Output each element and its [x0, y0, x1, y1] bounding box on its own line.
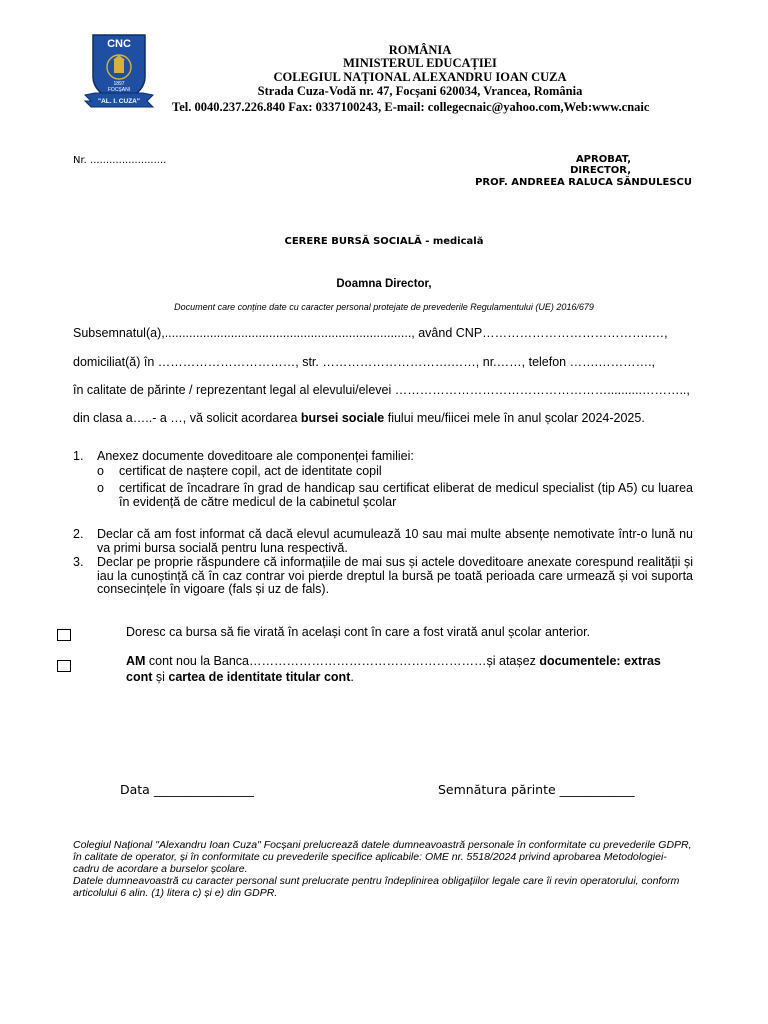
new-account-bank: cont nou la Banca…………………………………………………și atașez	[145, 654, 540, 668]
header-country: ROMÂNIA	[388, 43, 452, 57]
gdpr-notice: Document care conține date cu caracter personal protejate de prevederile Regulamentului (UE) 2016/679	[174, 302, 594, 312]
class-request-end: fiului meu/fiicei mele în anul școlar 2024-2025.	[384, 411, 645, 425]
list-number: 3.	[73, 555, 84, 569]
sub-list-item	[73, 465, 693, 481]
header-ministry: MINISTERUL EDUCAȚIEI	[343, 56, 497, 70]
gdpr-footer-p2: Datele dumneavoastră cu caracter personal sunt prelucrate pentru îndeplinirea obligațiilor legale care îi revin operatorului, conform articolului 6 alin. (1) litera c) și e) din GDPR.	[73, 875, 680, 899]
new-account-label	[126, 653, 686, 685]
gdpr-footer	[73, 839, 693, 899]
gdpr-footer-p1: Colegiul Național "Alexandru Ioan Cuza" Focșani prelucrează datele dumneavoastră personale în conformitate cu prevederile GDPR, în calitate de operator, și în conformitate cu prevederile specifice aplicabile: OME nr. 5518/2024 privind aprobarea Metodologiei-cadru de acordare a burselor școlare.	[73, 839, 692, 875]
sub-list-text: certificat de încadrare în grad de handicap sau certificat eliberat de medicul specialist (tip A5) cu luarea în evidență de către medicul de la cabinetul școlar	[119, 481, 693, 509]
header-contact: Tel. 0040.237.226.840 Fax: 0337100243, E-mail: collegecnaic@yahoo.com,Web:www.cnaic	[172, 100, 650, 114]
list-item	[73, 528, 693, 558]
approval-label: APROBAT,	[575, 154, 631, 165]
new-account-docs: documentele: extras cont	[126, 654, 661, 684]
field-applicant-cnp[interactable]: Subsemnatul(a),......................................................................., având CNP…………………………………..…,	[73, 326, 668, 340]
field-address-phone[interactable]: domiciliat(ă) în ……………………………, str. ………………………….……, nr.……, telefon …….………….,	[73, 355, 656, 369]
list-text: Declar pe proprie răspundere că informațiile de mai sus și actele doveditoare anexate corespund realității și iau la cunoștință că în caz contrar voi pierde dreptul la bursă pe toată perioada care urmează și voi suporta consecințele în vigoare (fals și uz de fals).	[97, 555, 693, 596]
scholarship-type: bursei sociale	[300, 411, 385, 425]
school-logo	[83, 33, 155, 109]
same-account-label: Doresc ca bursa să fie virată în același cont în care a fost virată anul școlar anterior.	[126, 625, 591, 639]
new-account-checkbox[interactable]	[57, 660, 71, 672]
list-text: Declar că am fost informat că dacă elevul acumulează 10 sau mai multe absențe nemotivate într-o lună nu va primi bursa socială pentru luna respectivă.	[97, 527, 693, 555]
header-address: Strada Cuza-Vodă nr. 47, Focșani 620034, Vrancea, România	[257, 84, 583, 98]
salutation: Doamna Director,	[336, 278, 432, 290]
list-number: 1.	[73, 449, 84, 463]
field-student-name[interactable]: în calitate de părinte / reprezentant legal al elevului/elevei ……………………………………………..........………..,	[73, 383, 690, 397]
registration-number: Nr. ........................	[73, 155, 167, 166]
bullet-icon: o	[97, 481, 104, 495]
list-number: 2.	[73, 527, 84, 541]
header-school: COLEGIUL NAȚIONAL ALEXANDRU IOAN CUZA	[273, 70, 567, 84]
date-field[interactable]: Data ________________	[120, 782, 254, 797]
logo-year: 1897	[113, 81, 125, 87]
new-account-id-card: cartea de identitate titular cont	[168, 670, 351, 684]
crest-icon	[83, 33, 155, 109]
new-account-period: .	[350, 670, 354, 684]
sub-list-item	[73, 482, 693, 512]
approval-name: PROF. ANDREEA RALUCA SĂNDULESCU	[475, 177, 692, 188]
new-account-am: AM	[126, 654, 146, 668]
document-title: CERERE BURSĂ SOCIALĂ - medicală	[284, 236, 484, 247]
field-class-request[interactable]	[73, 411, 693, 425]
logo-text: CNC	[107, 38, 131, 50]
sub-list-text: certificat de naștere copil, act de identitate copil	[119, 464, 382, 478]
parent-signature-field[interactable]: Semnătura părinte ____________	[438, 782, 635, 797]
logo-city: FOCȘANI	[107, 87, 131, 93]
bullet-icon: o	[97, 464, 104, 478]
list-item	[73, 556, 693, 600]
approval-director: DIRECTOR,	[570, 165, 631, 176]
same-account-checkbox[interactable]	[57, 629, 71, 641]
new-account-and: și	[152, 670, 169, 684]
list-text: Anexez documente doveditoare ale componenței familiei:	[97, 449, 414, 463]
class-request-text: din clasa a…..- a …, vă solicit acordarea	[73, 411, 301, 425]
logo-banner: "AL. I. CUZA"	[98, 98, 140, 105]
